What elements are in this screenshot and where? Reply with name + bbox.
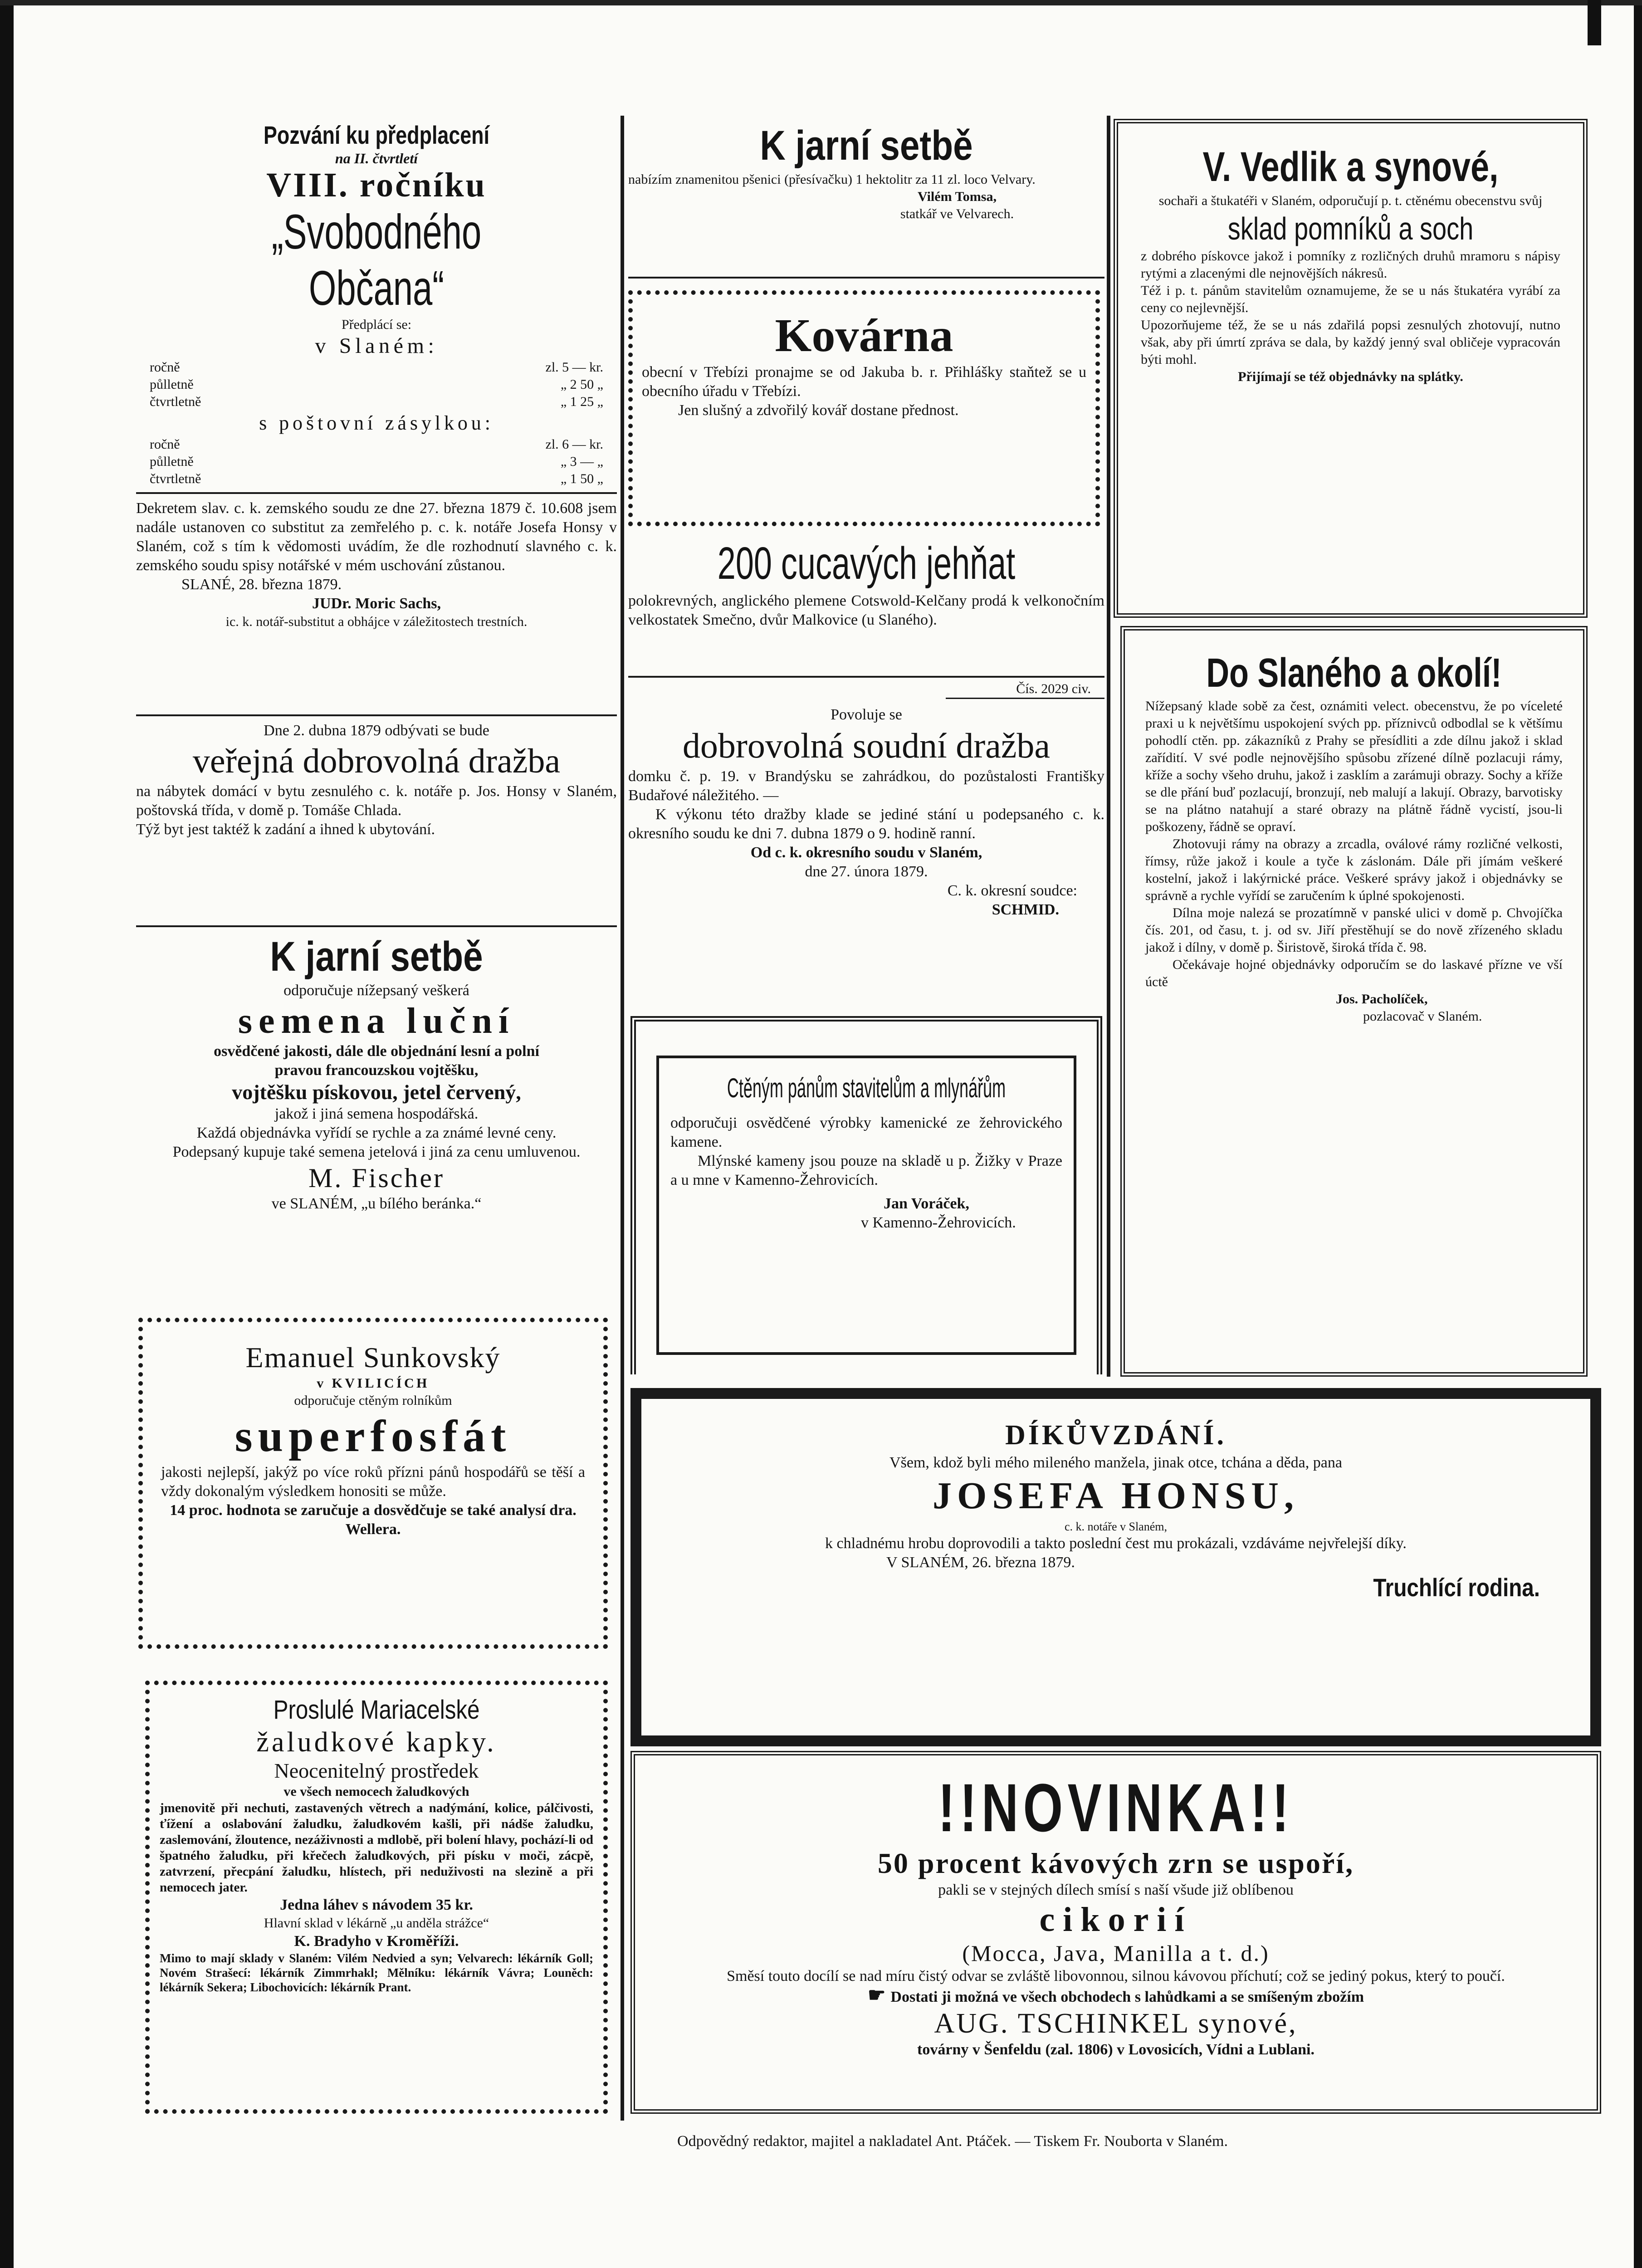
superphosphate-place: v KVILICÍCH — [317, 1376, 430, 1391]
vedlik-text: z dobrého pískovce jakož i pomníky z rozličných druhů mramoru s nápisy rytými a zlacenými dle nejnovějších nákresů. — [1141, 249, 1560, 281]
gilder-text: Nížepsaný klade sobě za čest, oznámiti velect. obecenstvu, že po víceleté praxi u k největšímu uspokojení svých pp. příznivců odbodlal se k většímu pohodlí ctěn. pp. zákazníků z Prahy se přesídliti a zde dílnu jakož i sklad zařídití. V své podle nejnovějšího spůsobu zřízené dílně pozlacuji rámy, kříže a sochy všeho druhu, jakož i zasklím a zarámuji obrazy. Sochy a kříže se dle přání buď pozlacují, bronzují, neb malují a lakují. Obrazy, barvotisky se na plátno natahují a staré obrazy na plátně řádně vycistí, jsou-li poškozeny, řádně se opraví. — [1145, 699, 1563, 834]
gilder-text4: Očekávaje hojné objednávky odporučím se do laskavé přízne ve vší úctě — [1145, 957, 1563, 989]
millstones-sign: Jan Voráček, — [884, 1195, 969, 1212]
drops-sub2: ve všech nemocech žaludkových — [283, 1784, 469, 1799]
court-office: Od c. k. okresního soudu v Slaném, — [750, 844, 982, 861]
drops-text: jmenovitě při nechuti, zastavených větrech a nadýmání, kolice, pálčivosti, ťížení a oslabování žaludku, žaludkovém kašli, při nádše žaludku, zaslemování, žloutence, nezáživnosti a mdlobě, při bolení hlavy, pochází-li od špatného žaludku, při křečech žaludkových, při písku v moči, zácpě, zatvrzení, přecpání žaludku, hlístech, při neduživosti na slezině a při nemocech jater. — [160, 1801, 593, 1895]
seeds-intro: odporučuje nížepsaný veškerá — [283, 982, 469, 999]
subscription-paper: „Svobodného Občana“ — [271, 204, 482, 315]
vedlik-intro: sochaři a štukatéři v Slaném, odporučují p. t. ctěnému obecenstvu svůj — [1158, 193, 1543, 208]
seeds-text3: vojtěšku pískovou, jetel červený, — [232, 1080, 521, 1104]
millstones-ad — [656, 1056, 1076, 1355]
divider — [136, 492, 617, 494]
lambs-title: 200 cucavých jehňat — [717, 538, 1016, 589]
thanks-date: V SLANÉM, 26. března 1879. — [886, 1554, 1075, 1571]
court-intro: Povoluje se — [831, 706, 902, 723]
pointing-hand-icon: ☛ — [867, 1984, 891, 2006]
novinka-avail: ☛ Dostati ji možná ve všech obchodech s lahůdkami a se smíšeným zbožím — [867, 1984, 1364, 2006]
drops-price: Jedna láhev s návodem 35 kr. — [280, 1897, 473, 1913]
novinka-maker: AUG. TSCHINKEL synové, — [934, 2008, 1298, 2039]
wheat-text: nabízím znamenitou pšenici (přesívačku) 1 hektolitr za 11 zl. loco Velvary. — [628, 172, 1036, 187]
subscription-price-label: Předplácí se: — [341, 317, 412, 332]
auction-title: veřejná dobrovolná dražba — [192, 742, 561, 780]
subscription-quarter: na II. čtvrtletí — [335, 150, 418, 166]
thanks-role: c. k. notáře v Slaném, — [1065, 1520, 1167, 1533]
divider — [628, 676, 1104, 678]
imprint-footer — [454, 2132, 1451, 2159]
thanks-sign: Truchlící rodina. — [1373, 1573, 1540, 1602]
gilder-sign: Jos. Pacholíček, — [1336, 992, 1428, 1007]
local-price-row: čtvrtletně „ 1 25 „ — [150, 394, 603, 409]
divider — [628, 277, 1104, 279]
vedlik-big: sklad pomníků a soch — [1227, 211, 1474, 246]
court-auction-ad — [628, 680, 1104, 1007]
seeds-text2: pravou francouzskou vojtěšku, — [274, 1062, 479, 1079]
superphosphate-text: jakosti nejlepší, jakýž po více roků přízni pánů hospodářů se těší a vždy dokonalým výsledkem honositi se může. — [161, 1464, 585, 1500]
drops-depots: Mimo to mají sklady v Slaném: Vilém Nedvied a syn; Velvarech: lékárník Goll; Novém Strašecí: lékárník Zimmrhakl; Mělníku: lékárník Vávra; Louněch: lékárník Sekera; Libochovicích: lékárník Prant. — [160, 1951, 593, 1994]
column-rule-1 — [621, 116, 624, 2121]
superphosphate-intro: odporučuje ctěným rolníkům — [294, 1393, 452, 1408]
imprint-text: Odpovědný redaktor, majitel a nakladatel Ant. Ptáček. — Tiskem Fr. Nouborta v Slaném. — [677, 2133, 1228, 2150]
decree-notice — [136, 499, 617, 708]
scan-edge-left — [0, 0, 14, 2268]
millstones-text2: Mlýnské kameny jsou pouze na skladě u p. Žižky v Praze a u mne v Kamenno-Žehrovicích. — [670, 1153, 1062, 1188]
vedlik-text4: Přijímají se též objednávky na splátky. — [1238, 369, 1463, 384]
superphosphate-ad — [138, 1318, 608, 1649]
smithy-text: obecní v Třebízi pronajme se od Jakuba b. r. Přihlášky staňtež se u obecního úřadu v Třebízi. — [642, 364, 1086, 400]
millstones-frame — [630, 1016, 1102, 1374]
drops-owner: K. Bradyho v Kroměříži. — [294, 1933, 459, 1950]
drops-title1: Proslulé Mariacelské — [273, 1695, 480, 1725]
court-judge-name: SCHMID. — [992, 901, 1059, 918]
superphosphate-name: Emanuel Sunkovský — [245, 1341, 501, 1374]
court-title: dobrovolná soudní dražba — [682, 726, 1051, 765]
decree-sign: JUDr. Moric Sachs, — [312, 595, 441, 612]
lambs-ad — [628, 535, 1104, 671]
seeds-text1: osvědčené jakosti, dále dle objednání lesní a polní — [214, 1043, 539, 1060]
novinka-product: cikorií — [1039, 1901, 1192, 1939]
wheat-title: K jarní setbě — [760, 122, 973, 169]
vedlik-text3: Upozorňujeme též, že se u nás zdařilá popsi zesnulých zhotovují, nutno však, aby při úmrtí zpráva se dala, by každý jenný sval obličeje vypracován býti mohl. — [1141, 318, 1560, 367]
gilder-title: Do Slaného a okolí! — [1206, 650, 1502, 696]
court-text: domku č. p. 19. v Brandýsku se zahrádkou, do pozůstalosti Františky Budařové náležitého. — — [628, 768, 1104, 804]
court-number: Čís. 2029 civ. — [946, 680, 1104, 699]
thanks-name: JOSEFA HONSU, — [933, 1475, 1299, 1517]
decree-role: ic. k. notář-substitut a obhájce v záležitostech trestních. — [225, 614, 528, 629]
seeds-title: K jarní setbě — [270, 934, 483, 980]
post-price-row: ročně zl. 6 — kr. — [150, 437, 603, 452]
local-price-row: půlletně „ 2 50 „ — [150, 377, 603, 392]
seeds-text4: jakož i jiná semena hospodářská. — [274, 1105, 479, 1122]
millstones-text: odporučuji osvědčené výrobky kamenické ze žehrovického kamene. — [670, 1114, 1062, 1150]
smithy-title: Kovárna — [775, 309, 953, 362]
court-judge: C. k. okresní soudce: — [947, 882, 1077, 899]
smithy-ad — [628, 290, 1100, 526]
stomach-drops-ad — [145, 1681, 608, 2114]
novinka-types: (Mocca, Java, Manilla a t. d.) — [962, 1941, 1270, 1966]
novinka-factory: továrny v Šenfeldu (zal. 1806) v Lovosicích, Vídni a Lublani. — [917, 2041, 1315, 2058]
novinka-sub: 50 procent kávových zrn se uspoří, — [877, 1847, 1354, 1879]
post-prices — [136, 436, 617, 488]
vedlik-title: V. Vedlik a synové, — [1202, 144, 1499, 190]
wheat-role: statkář ve Velvarech. — [900, 206, 1014, 221]
thanks-text2: k chladnému hrobu doprovodili a takto poslední čest mu prokázali, vzdáváme nejvřelejší díky. — [825, 1535, 1407, 1552]
seeds-text6: Podepsaný kupuje také semena jetelová i jiná za cenu umluvenou. — [172, 1144, 581, 1160]
seeds-ad — [136, 932, 617, 1313]
thanks-title: DÍKŮVZDÁNÍ. — [1005, 1420, 1227, 1451]
thanks-notice — [630, 1388, 1601, 1746]
wheat-sign: Vilém Tomsa, — [918, 189, 997, 204]
gilder-text2: Zhotovuji rámy na obrazy a zrcadla, oválové rámy rozličné velkosti, římsy, růže jakož i koule a tyče k záslonám. Dále při jímám veškeré kostelní, jakož i lakýrnické práce. Veškeré správy jakož i objednávky se správně a rychle vyřídí se zaručením k úplné spokojenosti. — [1145, 836, 1563, 903]
subscription-ad — [136, 120, 617, 492]
post-price-row: půlletně „ 3 — „ — [150, 454, 603, 469]
novinka-title: !!NOVINKA!! — [938, 1769, 1294, 1846]
court-text2: K výkonu této dražby klade se jediné stání u podepsaného c. k. okresního soudu ke dni 7. dubna 1879 o 9. hodině ranní. — [628, 806, 1104, 842]
thanks-text: Všem, kdož byli mého mileného manžela, jinak otce, tchána a děda, pana — [889, 1454, 1342, 1471]
novinka-text2: Směsí touto docílí se nad míru čistý odvar se zvláště libovonnou, silnou kávovou příchutí; což se jediný pokus, který to poučí. — [727, 1968, 1505, 1984]
seeds-sign: M. Fischer — [308, 1163, 445, 1193]
novinka-ad — [630, 1751, 1601, 2114]
local-price-row: ročně zl. 5 — kr. — [150, 360, 603, 375]
millstones-place: v Kamenno-Žehrovicích. — [861, 1214, 1016, 1231]
post-price-row: čtvrtletně „ 1 50 „ — [150, 471, 603, 486]
subscription-title: Pozvání ku předplacení — [264, 121, 489, 149]
vedlik-text2: Též i p. t. pánům stavitelům oznamujeme, že se u nás štukatéra vyrábí za ceny co nejlevnější. — [1141, 283, 1560, 315]
local-prices — [136, 359, 617, 411]
subscription-place: v Slaném: — [315, 334, 438, 358]
seeds-place: ve SLANÉM, „u bílého beránka.“ — [271, 1195, 482, 1212]
drops-subtitle: Neocenitelný prostředek — [274, 1759, 479, 1782]
decree-date: SLANÉ, 28. března 1879. — [181, 576, 342, 593]
millstones-title: Ctěným pánům stavitelům a mlynářům — [727, 1073, 1006, 1103]
gilder-text3: Dílna moje nalezá se prozatímně v panské ulici v domě p. Chvojíčka čís. 201, od času, t. j. od sv. Jiří přestěhují se do nově zřízeného skladu jakož i dílny, v domě p. Širistově, široká třída č. 98. — [1145, 905, 1563, 955]
divider — [136, 925, 617, 927]
subscription-post-label: s poštovní zásylkou: — [259, 412, 494, 434]
auction-extra: Týž byt jest taktéž k zadání a ihned k ubytování. — [136, 821, 435, 838]
vedlik-ad — [1114, 119, 1588, 618]
auction-text: na nábytek domácí v bytu zesnulého c. k. notáře p. Jos. Honsy v Slaném, poštovská třída, v domě p. Tomáše Chlada. — [136, 783, 617, 819]
decree-text: Dekretem slav. c. k. zemského soudu ze dne 27. března 1879 č. 10.608 jsem nadále ustanoven co substitut za zemřelého p. c. k. notáře Josefa Honsy v Slaném, což s tím k vědomosti uvádím, že dle rozhodnutí slavného c. k. zemského soudu spisy notářské v mém uschování zůstanou. — [136, 500, 617, 574]
lambs-text: polokrevných, anglického plemene Cotswold-Kelčany prodá k velkonočním velkostatek Smečno, dvůr Malkovice (u Slaného). — [628, 592, 1104, 628]
superphosphate-product: superfosfát — [235, 1411, 512, 1461]
column-rule-2 — [1107, 116, 1110, 1377]
auction-ad — [136, 721, 617, 921]
seeds-big: semena luční — [238, 1001, 515, 1041]
auction-intro: Dne 2. dubna 1879 odbývati se bude — [264, 722, 489, 739]
superphosphate-guarantee: 14 proc. hodnota se zaručuje a dosvědčuje se také analysí dra. Wellera. — [170, 1502, 577, 1538]
scan-mark — [1588, 0, 1601, 45]
court-date: dne 27. února 1879. — [805, 863, 928, 880]
gilder-role: pozlacovač v Slaném. — [1363, 1009, 1482, 1024]
divider — [136, 714, 617, 716]
drops-store: Hlavní sklad v lékárně „u anděla strážce“ — [264, 1916, 489, 1931]
seeds-text5: Každá objednávka vyřídí se rychle a za známé levné ceny. — [196, 1124, 557, 1141]
drops-title2: žaludkové kapky. — [256, 1727, 497, 1758]
smithy-text2: Jen slušný a zdvořilý kovář dostane přednost. — [678, 402, 959, 419]
scan-edge-right — [1634, 0, 1642, 2268]
subscription-year: VIII. ročníku — [266, 166, 487, 204]
novinka-text: pakli se v stejných dílech smísí s naší všude již oblíbenou — [938, 1882, 1294, 1898]
scan-edge-top — [0, 0, 1642, 5]
wheat-ad — [628, 120, 1104, 270]
gilder-ad — [1120, 626, 1588, 1377]
